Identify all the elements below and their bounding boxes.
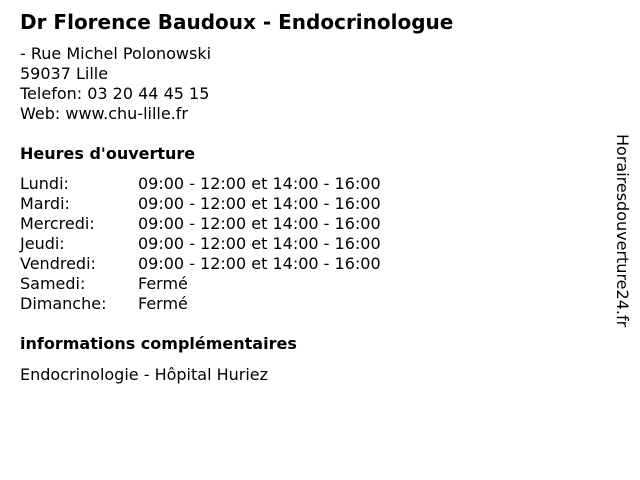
hours-time-value: 09:00 - 12:00 et 14:00 - 16:00 — [138, 194, 381, 213]
hours-time-value: 09:00 - 12:00 et 14:00 - 16:00 — [138, 174, 381, 193]
watermark-text: Horairesdouverture24.fr — [613, 134, 632, 328]
additional-info-heading: informations complémentaires — [20, 334, 297, 353]
hours-time-value: Fermé — [138, 294, 188, 313]
hours-day-label: Jeudi: — [20, 234, 65, 253]
hours-day-label: Mardi: — [20, 194, 70, 213]
city: 59037 Lille — [20, 64, 109, 83]
hours-time-value: Fermé — [138, 274, 188, 293]
phone-number: Telefon: 03 20 44 45 15 — [20, 84, 210, 103]
additional-info-text: Endocrinologie - Hôpital Huriez — [20, 365, 269, 384]
address-block — [20, 44, 211, 124]
hours-day-label: Mercredi: — [20, 214, 95, 233]
opening-hours-heading: Heures d'ouverture — [20, 144, 196, 163]
street-address: - Rue Michel Polonowski — [20, 44, 212, 63]
website: Web: www.chu-lille.fr — [20, 104, 189, 123]
hours-day-label: Samedi: — [20, 274, 86, 293]
page-title: Dr Florence Baudoux - Endocrinologue — [20, 10, 454, 34]
hours-day-label: Dimanche: — [20, 294, 107, 313]
hours-time-value: 09:00 - 12:00 et 14:00 - 16:00 — [138, 234, 381, 253]
site-watermark — [612, 134, 632, 374]
hours-day-label: Vendredi: — [20, 254, 96, 273]
hours-time-value: 09:00 - 12:00 et 14:00 - 16:00 — [138, 214, 381, 233]
hours-time-value: 09:00 - 12:00 et 14:00 - 16:00 — [138, 254, 381, 273]
hours-day-label: Lundi: — [20, 174, 69, 193]
